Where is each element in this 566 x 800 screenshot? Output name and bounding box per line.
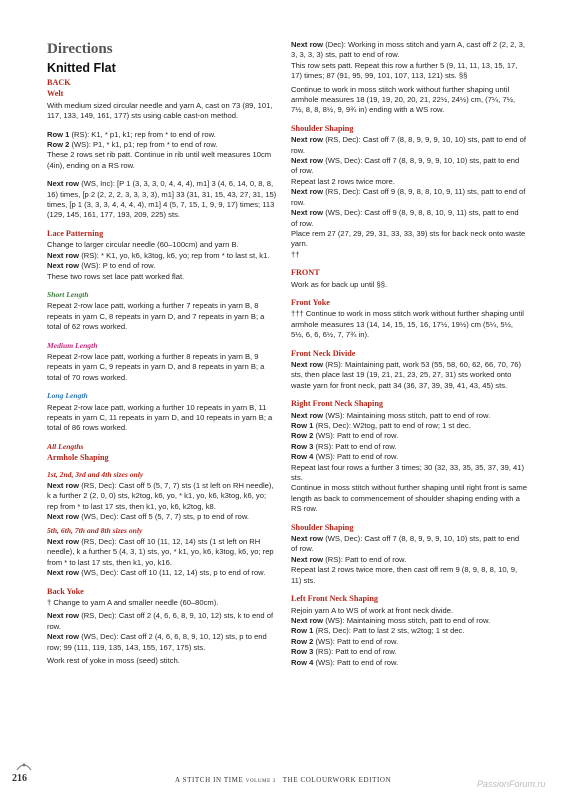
instruction-row: [291, 411, 527, 421]
paragraph: Continue in moss stitch without further shaping until right front is same length as back to commencement of shoulder shaping ending with a RS row.: [291, 483, 527, 514]
heading-back: BACK: [47, 78, 71, 87]
paragraph: Rejoin yarn A to WS of work at front neck divide.: [291, 605, 454, 615]
row-label: Row 2: [291, 636, 314, 646]
row-text: (WS, Inc): [P 1 (3, 3, 3, 0, 4, 4, 4), m1] 3 (4, 6, 14, 0, 8, 8, 16) times, [p 2 (2, 2, 2, 3, 3, 3, 3), m1] 33 (31, 31, 15, 43, 27, 31, 15) times, [p 1 (3, 3, 3, 4, 4, 4, 4), m1] 4 (5, 7, 15, 1, 9, 9, 17) times; 113 (129, 145, 161, 177, 193, 209, 225) sts.: [47, 179, 277, 220]
section-heading-directions: Directions: [47, 41, 113, 57]
row-label: Next row: [291, 135, 324, 145]
row-text: (Dec): Working in moss stitch and yarn A, cast off 2 (2, 2, 3, 3, 3, 3, 3) sts, patt to end of row.: [291, 40, 525, 60]
row-text: (RS): K1, * p1, k1; rep from * to end of row.: [69, 129, 216, 139]
row-label: Row 4: [291, 657, 314, 667]
instruction-row: [47, 512, 279, 522]
paragraph: With medium sized circular needle and yarn A, cast on 73 (89, 101, 117, 133, 149, 161, 177) sts using cable cast-on method.: [47, 100, 273, 121]
row-label: Next row: [47, 512, 80, 522]
instruction-row: [47, 261, 279, 271]
row-text: (WS): Maintaining moss stitch, patt to end of row.: [323, 615, 491, 625]
paragraph: ††: [291, 249, 300, 259]
paragraph: Place rem 27 (27, 29, 29, 31, 33, 33, 39) sts for back neck onto waste yarn.: [291, 228, 526, 249]
instruction-row: [291, 452, 527, 462]
paragraph: ††† Continue to work in moss stitch work without further shaping until armhole measures 13 (14, 14, 15, 15, 16, 17½, 19½) cm (5¼, 5½, 5½, 6, 6, 6½, 7, 7¾ in).: [291, 309, 524, 340]
instruction-row: [47, 611, 279, 632]
row-label: Next row: [291, 410, 324, 420]
instruction-row: [47, 568, 279, 578]
row-text: (WS, Dec): Cast off 5 (5, 7, 7) sts, p to end of row.: [79, 512, 250, 522]
instruction-row: [291, 442, 527, 452]
row-label: Next row: [47, 481, 80, 490]
row-label: Row 2: [47, 140, 70, 150]
paragraph: Continue to work in moss stitch work without further shaping until armhole measures 18 (19, 19, 20, 20, 21, 22½, 24½) cm, (7¼, 7½, 7½, 8, 8, 8½, 9, 9¾ in) ending with a WS row.: [291, 84, 516, 115]
row-label: Row 2: [291, 431, 314, 441]
row-label: Next row: [47, 179, 80, 189]
heading-right-front-neck-shaping: Right Front Neck Shaping: [291, 399, 383, 409]
row-text: (WS, Dec): Cast off 7 (8, 8, 9, 9, 9, 10, 10) sts, patt to end of row.: [291, 156, 520, 176]
heading-front: FRONT: [291, 268, 320, 278]
row-label: Next row: [47, 250, 80, 260]
row-text: (RS, Dec): Cast off 10 (11, 12, 14) sts (1 st left on RH needle), k a further 5 (4, 3, 1) sts, yo, * k1, yo, k6, k3tog, k6, yo; rep from * to last 17 sts, then k1, yo, k16.: [47, 537, 274, 567]
instruction-row: [291, 421, 527, 431]
paragraph: † Change to yarn A and smaller needle (60–80cm).: [47, 598, 219, 608]
row-label: Row 1: [291, 626, 314, 636]
watermark: PassionForum.ru: [477, 779, 546, 789]
row-text: (RS, Dec): W2tog, patt to end of row; 1 st dec.: [313, 421, 471, 430]
paragraph: Repeat last 2 rows twice more.: [291, 176, 395, 186]
row-text: (RS, Dec): Patt to last 2 sts, w2tog; 1 st dec.: [313, 626, 465, 636]
row-text: (RS): Patt to end of row.: [313, 441, 397, 451]
heading-sizes-1-4: 1st, 2nd, 3rd and 4th sizes only: [47, 469, 144, 479]
instruction-row: [291, 187, 527, 208]
instruction-row: [47, 481, 279, 512]
page-number: 216: [12, 773, 27, 784]
row-label: Next row: [47, 568, 80, 578]
instruction-row: [47, 130, 279, 140]
row-label: Row 3: [291, 647, 314, 657]
paragraph: Repeat 2-row lace patt, working a further 8 repeats in yarn B, 9 repeats in yarn C, 9 repeats in yarn D, and 8 repeats in yarn B; a total of 70 rows worked.: [47, 351, 265, 382]
paragraph: Repeat 2-row lace patt, working a further 7 repeats in yarn B, 8 repeats in yarn C, 8 repeats in yarn D, and 7 repeats in yarn B; a total of 62 rows worked.: [47, 301, 265, 332]
row-text: (WS): Patt to end of row.: [313, 452, 399, 462]
row-text: (RS, Dec): Cast off 5 (5, 7, 7) sts (1 st left on RH needle), k a further 2 (2, 0, 0) sts, k2tog, k6, yo, * k1, yo, k6, k3tog, k6, yo; rep from * to last 17 sts, then k1, yo, k6, k2tog, k8.: [47, 481, 274, 511]
heading-shoulder-shaping-front: Shoulder Shaping: [291, 522, 354, 532]
row-text: (RS): * K1, yo, k6, k3tog, k6, yo; rep from * to last st, k1.: [79, 250, 270, 260]
instruction-row: [291, 534, 527, 555]
row-label: Next row: [291, 359, 324, 369]
row-label: Next row: [291, 534, 324, 544]
paragraph: These 2 rows set rib patt. Continue in rib until welt measures 10cm (4in), ending on a RS row.: [47, 150, 272, 170]
left-column: [47, 78, 279, 670]
magazine-volume: VOLUME 3: [245, 779, 276, 784]
magazine-title: A STITCH IN TIME: [175, 776, 244, 784]
heading-welt: Welt: [47, 89, 64, 99]
row-text: (WS, Dec): Cast off 10 (11, 12, 14) sts, p to end of row.: [79, 568, 266, 578]
instruction-row: [291, 555, 527, 565]
row-label: Row 1: [47, 129, 70, 139]
heading-short-length: Short Length: [47, 289, 89, 299]
right-column: [291, 40, 527, 668]
row-label: Next row: [291, 615, 324, 625]
instruction-row: [291, 135, 527, 156]
row-label: Next row: [47, 611, 80, 621]
row-text: (RS, Dec): Cast off 7 (8, 8, 9, 9, 9, 10, 10) sts, patt to end of row.: [291, 135, 526, 155]
row-label: Next row: [291, 40, 324, 49]
row-text: (RS): Patt to end of row.: [313, 647, 397, 657]
paragraph: Repeat 2-row lace patt, working a further 10 repeats in yarn B, 11 repeats in yarn C, 11 repeats in yarn D, and 10 repeats in yarn B; a total of 86 rows worked.: [47, 402, 273, 433]
page-title: Knitted Flat: [47, 61, 116, 75]
paragraph: This row sets patt. Repeat this row a further 5 (9, 11, 11, 13, 15, 17, 17) times; 87 (91, 95, 99, 101, 107, 113, 121) sts. §§: [291, 60, 518, 81]
row-text: (RS): Maintaining patt, work 53 (55, 58, 60, 62, 66, 70, 76) sts, then place last 19 (19, 21, 21, 23, 25, 27, 31) sts worked onto waste yarn for front neck, patt 34 (36, 37, 39, 39, 41, 43, 45) sts.: [291, 359, 522, 390]
magazine-footer: [175, 776, 391, 784]
heading-medium-length: Medium Length: [47, 340, 98, 350]
row-text: (RS, Dec): Cast off 2 (4, 6, 6, 8, 9, 10, 12) sts, k to end of row.: [47, 611, 274, 631]
heading-long-length: Long Length: [47, 391, 88, 401]
row-text: (WS, Dec): Cast off 7 (8, 8, 9, 9, 9, 10, 10) sts, patt to end of row.: [291, 534, 520, 554]
paragraph: These two rows set lace patt worked flat.: [47, 271, 185, 281]
row-text: (WS): Patt to end of row.: [313, 657, 399, 667]
row-text: (RS): Patt to end of row.: [323, 554, 407, 564]
instruction-row: [291, 156, 527, 177]
paragraph: Change to larger circular needle (60–100cm) and yarn B.: [47, 240, 239, 250]
row-text: (WS): P1, * k1, p1; rep from * to end of row.: [69, 140, 218, 150]
row-text: (WS, Dec): Cast off 9 (8, 9, 8, 8, 10, 9, 11) sts, patt to end of row.: [291, 208, 519, 228]
row-text: (WS): Maintaining moss stitch, patt to end of row.: [323, 410, 491, 420]
row-label: Next row: [291, 156, 324, 166]
heading-lace-patterning: Lace Patterning: [47, 228, 104, 238]
instruction-row: [291, 616, 527, 626]
magazine-edition: THE COLOURWORK EDITION: [282, 776, 392, 784]
row-text: (RS, Dec): Cast off 9 (8, 9, 8, 8, 10, 9, 11) sts, patt to end of row.: [291, 187, 526, 207]
paragraph: Work as for back up until §§.: [291, 279, 388, 289]
row-label: Row 1: [291, 421, 314, 430]
instruction-row: [291, 647, 527, 657]
row-label: Row 4: [291, 452, 314, 462]
paragraph: Repeat last four rows a further 3 times; 30 (32, 33, 35, 35, 37, 39, 41) sts.: [291, 462, 525, 483]
row-label: Next row: [291, 187, 324, 197]
row-text: (WS): Patt to end of row.: [313, 431, 399, 441]
heading-front-neck-divide: Front Neck Divide: [291, 348, 356, 358]
instruction-row: [47, 179, 279, 221]
row-label: Row 3: [291, 441, 314, 451]
instruction-row: [291, 208, 527, 229]
instruction-row: [291, 40, 527, 61]
paragraph: Work rest of yoke in moss (seed) stitch.: [47, 656, 180, 666]
heading-all-lengths: All Lengths: [47, 441, 84, 451]
heading-left-front-neck-shaping: Left Front Neck Shaping: [291, 594, 378, 604]
instruction-row: [47, 537, 279, 568]
row-label: Next row: [47, 632, 80, 642]
heading-back-yoke: Back Yoke: [47, 586, 84, 596]
needle-ornament-icon: [15, 760, 33, 772]
row-label: Next row: [291, 208, 324, 218]
heading-shoulder-shaping: Shoulder Shaping: [291, 123, 354, 133]
instruction-row: [291, 626, 527, 636]
row-label: Next row: [47, 537, 80, 547]
instruction-row: [291, 658, 527, 668]
heading-sizes-5-8: 5th, 6th, 7th and 8th sizes only: [47, 525, 143, 535]
heading-front-yoke: Front Yoke: [291, 297, 330, 307]
row-text: (WS): Patt to end of row.: [313, 636, 399, 646]
instruction-row: [291, 637, 527, 647]
instruction-row: [47, 632, 279, 653]
row-text: (WS, Dec): Cast off 2 (4, 6, 6, 8, 9, 10, 12) sts, p to end row; 99 (111, 119, 135, 143, 155, 167, 175) sts.: [47, 632, 267, 652]
instruction-row: [47, 251, 279, 261]
heading-armhole-shaping: Armhole Shaping: [47, 453, 109, 463]
row-text: (WS): P to end of row.: [79, 261, 156, 271]
instruction-row: [291, 431, 527, 441]
row-label: Next row: [47, 261, 80, 271]
row-label: Next row: [291, 554, 324, 564]
instruction-row: [47, 140, 279, 150]
paragraph: Repeat last 2 rows twice more, then cast off rem 9 (8, 9, 8, 8, 10, 9, 11) sts.: [291, 565, 518, 585]
instruction-row: [291, 360, 527, 391]
